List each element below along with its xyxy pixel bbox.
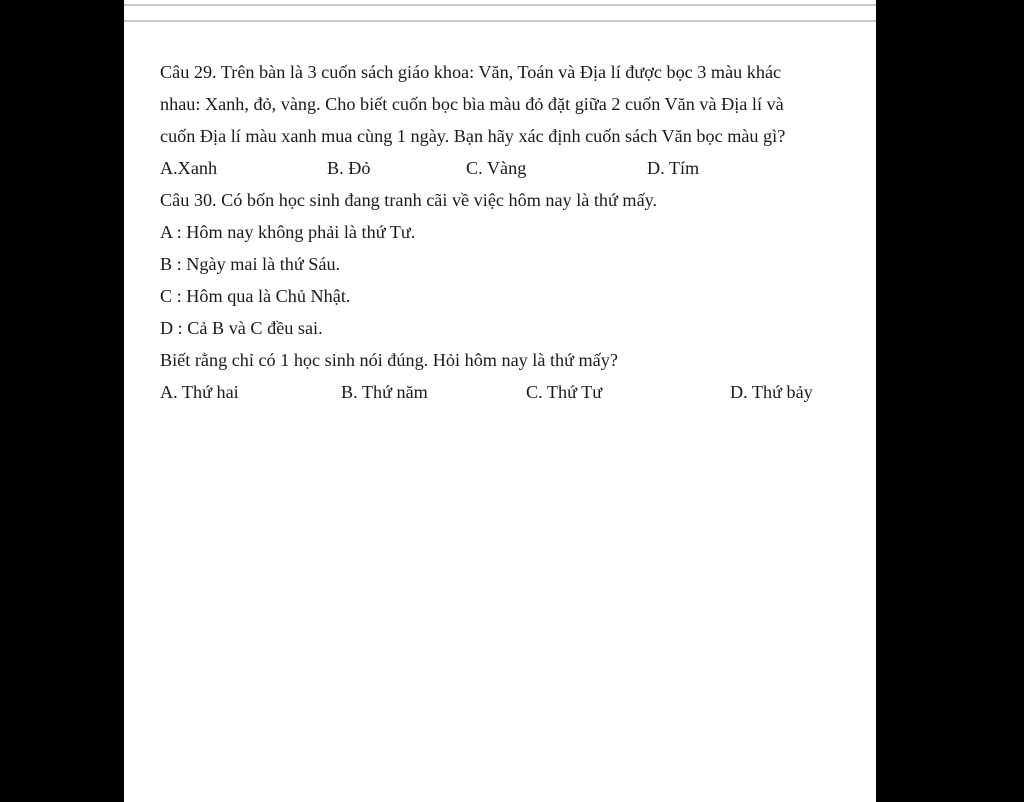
q30-statement-c: C : Hôm qua là Chủ Nhật. <box>160 286 351 306</box>
q29-option-a: A.Xanh <box>160 158 218 178</box>
top-rule-2 <box>124 20 876 22</box>
q29-options <box>160 152 860 184</box>
q29-line-1: Câu 29. Trên bàn là 3 cuốn sách giáo khoa: Văn, Toán và Địa lí được bọc 3 màu khác <box>160 62 782 82</box>
q29-line-3: cuốn Địa lí màu xanh mua cùng 1 ngày. Bạn hãy xác định cuốn sách Văn bọc màu gì? <box>160 126 786 146</box>
q30-statement-a: A : Hôm nay không phải là thứ Tư. <box>160 222 416 242</box>
q29-option-c: C. Vàng <box>466 158 527 178</box>
q30-option-c: C. Thứ Tư <box>526 382 603 402</box>
q29-line-2: nhau: Xanh, đỏ, vàng. Cho biết cuốn bọc bìa màu đỏ đặt giữa 2 cuốn Văn và Địa lí và <box>160 94 784 114</box>
document-page <box>124 0 876 802</box>
top-rule <box>124 4 876 6</box>
document-content <box>160 56 860 408</box>
q29-option-b: B. Đỏ <box>327 158 371 178</box>
q30-question: Câu 30. Có bốn học sinh đang tranh cãi về việc hôm nay là thứ mấy. <box>160 190 658 210</box>
q29-option-d: D. Tím <box>647 158 700 178</box>
q30-option-a: A. Thứ hai <box>160 382 239 402</box>
q30-options <box>160 376 860 408</box>
q30-statement-b: B : Ngày mai là thứ Sáu. <box>160 254 341 274</box>
q30-option-b: B. Thứ năm <box>341 382 428 402</box>
q30-option-d: D. Thứ bảy <box>730 382 813 402</box>
q30-prompt: Biết rằng chỉ có 1 học sinh nói đúng. Hỏi hôm nay là thứ mấy? <box>160 350 618 370</box>
q30-statement-d: D : Cả B và C đều sai. <box>160 318 323 338</box>
